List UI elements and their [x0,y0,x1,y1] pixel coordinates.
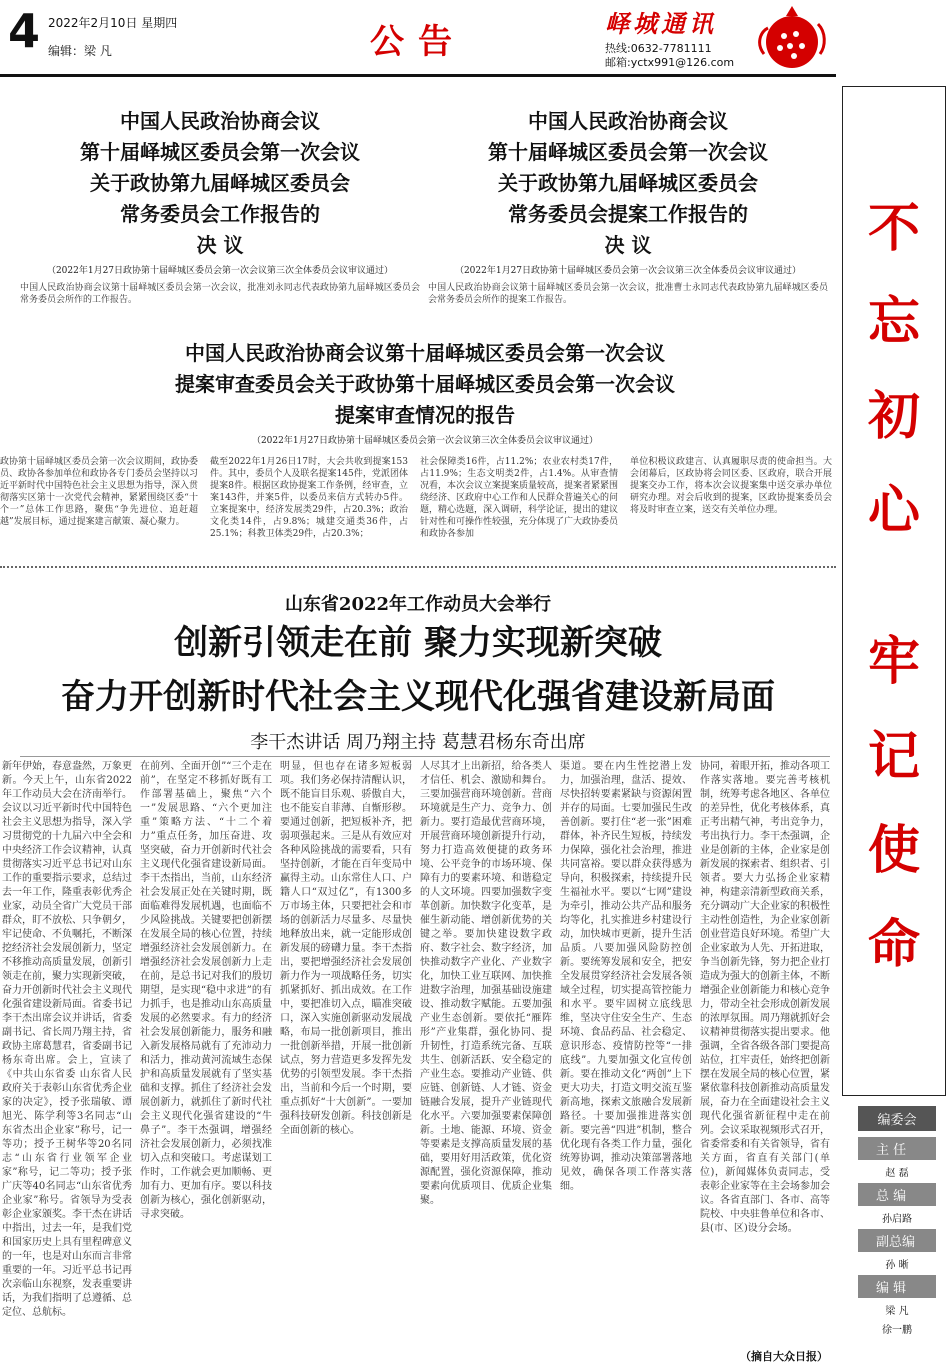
article-body: 中国人民政治协商会议第十届峄城区委员会第一次会议，批准曹士永同志代表政协第九届峄城区委员会常务委员会所作的提案工作报告。 [428,283,828,305]
article-subtitle: （2022年1月27日政协第十届峄城区委员会第一次会议第三次全体委员会议审议通过） [251,436,599,446]
page-editor: 编辑：梁 凡 [48,44,112,58]
article-column: 社会保障类16件，占11.2%；农业农村类17件，占11.9%；生态文明类2件，占1.4%。从审查情况看，本次会议立案提案质量较高，提案者紧紧围绕经济、区政府中心工作和人民群众普遍关心的问题，精心选题，深入调研，科学论证，提出的建议针对性和可操作性较强，充分体现了广大政协委员和政协各参加 [420,457,618,539]
banner-char: 命 [867,915,920,975]
article-title-line: 常务委员会工作报告的 [120,202,320,226]
article-kicker: 山东省2022年工作动员大会举行 [284,594,552,615]
article-title-line: 第十届峄城区委员会第一次会议 [488,140,768,164]
article-title-line: 提案审查情况的报告 [335,403,515,427]
banner-char: 不 [867,199,920,259]
editorial-role: 总 编 [858,1183,936,1206]
banner-char: 忘 [867,292,920,352]
page-number: 4 [8,4,41,58]
article-column: 单位积极议政建言、认真履职尽责的使命担当。大会闭幕后，区政协将会同区委、区政府，联合开展提案交办工作，将本次会议提案集中送交承办单位研究办理。对会后收到的提案，区政协提案委员会将及时审查立案，送交有关单位办理。 [630,457,832,515]
editorial-name: 梁 凡 [885,1306,909,1317]
banner-char: 初 [867,387,920,447]
editorial-role: 主 任 [858,1137,936,1160]
article-title-line: 决 议 [604,233,652,257]
resolution-proposal-report [428,106,828,306]
resolution-work-report [20,106,420,306]
article-title-line: 中国人民政治协商会议 [528,109,728,133]
article-body: 中国人民政治协商会议第十届峄城区委员会第一次会议，批准刘永同志代表政协第九届峄城区委员会常务委员会所作的工作报告。 [20,283,420,305]
article-title-line: 决 议 [196,233,244,257]
section-divider [0,566,836,568]
banner-char: 牢 [867,632,920,692]
article-title-line: 中国人民政治协商会议第十届峄城区委员会第一次会议 [185,341,665,365]
proposal-review-report [20,338,830,446]
editorial-role: 编 辑 [858,1275,936,1298]
header-rule [0,74,836,77]
article-subtitle: （2022年1月27日政协第十届峄城区委员会第一次会议第三次全体委员会议审议通过） [454,266,802,276]
section-title: 公告 [370,22,466,62]
editorial-board [858,1106,936,1340]
article-source: （摘自大众日报） [740,1350,828,1363]
article-headline: 创新引领走在前 聚力实现新突破 [174,623,662,663]
article-subtitle: （2022年1月27日政协第十届峄城区委员会第一次会议第三次全体委员会议审议通过） [46,266,394,276]
editorial-name: 赵 磊 [885,1168,909,1179]
article-title-line: 第十届峄城区委员会第一次会议 [80,140,360,164]
article-column: 截至2022年1月26日17时，大会共收到提案153件。其中，委员个人及联名提案145件，党派团体提案8件。根据区政协提案工作条例，经审查，立案143件，并案5件，以委员来信方式转办5件。立案提案中，经济发展类29件，占20.3%；政治文化类14件，占9.8%；城建交通类36件，占25.1%；科教卫体类29件，占20.3%； [210,457,408,539]
article-column: 在前列、全面开创”“三个走在前”，在坚定不移抓好既有工作部署基础上，聚焦“六个一”发展思路、“六个更加注重”策略方法、“十二个着力”重点任务，加压奋进、攻坚突破，奋力开创新时代社会主义现代化强省建设新局面。李干杰指出，当前，山东经济社会发展正处在关键时期，既面临难得发展机遇，也面临不少风险挑战。关键要把创新摆在发展全局的核心位置，持续增强经济社会发展创新力。在增强经济社会发展创新力上走在前，是总书记对我们的殷切期望，是实现“稳中求进”的有力抓手，也是推动山东高质量发展的必然要求。有力的经济社会发展创新能力，服务和融入新发展格局就有了充沛动力和活力，推动黄河流域生态保护和高质量发展就有了坚实基础和支撑。抓住了经济社会发展创新力，就抓住了新时代社会主义现代化强省建设的“牛鼻子”。李干杰强调，增强经济社会发展创新力，必须找准切入点和突破口。考虑谋划工作时，工作就会更加顺畅、更加有力、更加有序。要以科技创新为核心，强化创新驱动，寻求突破。 [140,761,272,1220]
banner-char: 心 [867,481,920,541]
article-column: 协同，着眼开拓，推动各项工作落实落地。要完善考核机制，统筹考虑各地区、各单位的差异性，优化考核体系，真正考出精气神，考出竞争力，考出执行力。李干杰强调，企业是创新的主体，企业家是创新发展的探索者、组织者、引领者。要大力弘扬企业家精神，构建亲清新型政商关系，充分调动广大企业家的积极性主动性创造性，为企业家创新创业营造良好环境。希望广大企业家敢为人先、开拓进取，争当创新先锋，努力把企业打造成为强大的创新主体，不断增强企业创新能力和核心竞争力，带动全社会形成创新发展的浓厚氛围。周乃翔就抓好会议精神贯彻落实提出要求。他强调，全省各级各部门要提高站位，扛牢责任，始终把创新摆在发展全局的核心位置，紧紧依靠科技创新推动高质量发展，奋力在全面建设社会主义现代化强省新征程中走在前列。会议采取视频形式召开，省委常委和有关省领导，省有关方面，省直有关部门(单位)，新闻媒体负责同志，受表彰企业家等在主会场参加会议。各省直部门、各市、高等院校、中央驻鲁单位和各市、县(市、区)设分会场。 [700,761,830,1234]
article-title-line: 关于政协第九届峄城区委员会 [90,171,350,195]
banner-char: 使 [867,821,920,881]
hotline: 热线:0632-7781111 [605,42,712,55]
editorial-name: 孙启路 [882,1214,912,1225]
article-column: 明显，但也存在诸多短板弱项。我们务必保持清醒认识，既不能盲目乐观、骄傲自大，也不能妄自菲薄、自惭形秽。要通过创新，把短板补齐，把弱项强起来。三是从有效应对各种风险挑战的需要看，只有坚持创新，才能在百年变局中赢得主动。山东常住人口、户籍人口“双过亿”，有1300多万市场主体，只要把社会和市场的创新活力尽量多、尽量快地释放出来，就一定能形成创新发展的磅礴力量。李干杰指出，要把增强经济社会发展创新力作为一项战略任务，切实抓紧抓好、抓出成效。在工作中，要把准切入点，瞄准突破口，深入实施创新驱动发展战略，布局一批创新项目，推出一批创新举措，开展一批创新试点，努力营造更多发挥先发优势的引领型发展。李干杰指出，当前和今后一个时期，要重点抓好“十大创新”。一要加强科技研发创新。科技创新是全面创新的核心。 [280,761,412,1136]
newspaper-brand: 峄城通讯 [605,9,717,38]
email: 邮箱:yctx991@126.com [605,56,735,69]
side-banner [842,86,946,1096]
article-byline: 李干杰讲话 周乃翔主持 葛慧君杨东奇出席 [250,732,586,753]
article-column: 人尽其才上出新招，给各类人才信任、机会、激励和舞台。三要加强营商环境创新。营商环境就是生产力、竞争力、创新力。要打造最优营商环境，开展营商环境创新提升行动，努力打造高效便捷的政务环境、公平竞争的市场环境、保障有力的要素环境、和谐稳定的人文环境。四要加强数字变革创新。加快数字化变革，是催生新动能、增创新优势的关键之举。要加快建设数字政府、数字社会、数字经济，加快推动数字产业化、产业数字化，加快工业互联网、加快推进数字治理，加强基础设施建设、推动数字赋能。五要加强产业生态创新。要依托“雁阵形”产业集群，强化协同、提升韧性，打造系统完备、互联共生、创新活跃、安全稳定的产业生态。要推动产业链、供应链、创新链、人才链、资金链融合发展，提升产业链现代化水平。六要加强要素保障创新。土地、能源、环境、资金等要素是支撑高质量发展的基础，要用好用活政策，优化资源配置，强化资源保障，推动要素向优质项目、优质企业集聚。 [420,761,552,1206]
article-title-line: 提案审查委员会关于政协第十届峄城区委员会第一次会议 [175,372,675,396]
editorial-name: 孙 晰 [885,1260,909,1271]
article-title-line: 关于政协第九届峄城区委员会 [498,171,758,195]
banner-char: 记 [867,727,920,787]
pomegranate-logo-icon [752,4,830,72]
issue-date: 2022年2月10日 星期四 [48,16,178,30]
editorial-role: 副总编 [858,1229,936,1252]
editorial-heading: 编委会 [858,1106,936,1131]
article-title-line: 常务委员会提案工作报告的 [508,202,748,226]
article-column: 政协第十届峄城区委员会第一次会议期间，政协委员、政协各参加单位和政协各专门委员会坚持以习近平新时代中国特色社会主义思想为指导，深入贯彻落实区第十一次党代会精神，紧紧围绕区委“十个一”总体工作思路，聚焦“争先进位、追赶超越”发展目标，通过提案建言献策、凝心聚力。 [0,457,198,527]
article-column: 新年伊始，春意盎然，万象更新。今天上午，山东省2022年工作动员大会在济南举行。会议以习近平新时代中国特色社会主义思想为指导，深入学习贯彻党的十九届六中全会和中央经济工作会议精神，认真贯彻落实习近平总书记对山东工作的重要指示要求，总结过去一年工作，隆重表彰优秀企业家，动员全省广大党员干部群众，盯不放松、只争朝夕，牢记使命、不负嘱托，不断深挖经济社会发展创新力，坚定不移推动高质量发展，创新引领走在前，聚力实现新突破，奋力开创新时代社会主义现代化强省建设新局面。省委书记李干杰出席会议并讲话，省委副书记、省长周乃翔主持，省政协主席葛慧君，省委副书记杨东奇出席。会上，宣读了《中共山东省委 山东省人民政府关于表彰山东省优秀企业家的决定》，授予张瑞敏、谭旭光、陈学利等3名同志“山东省杰出企业家”称号，记一等功；授予王树华等20名同志“山东省行业领军企业家”称号，记二等功；授予张广庆等40名同志“山东省优秀企业家”称号。省领导为受表彰企业家颁奖。李干杰在讲话中指出，过去一年，是我们党和国家历史上具有里程碑意义的一年，也是对山东而言非常重要的一年。习近平总书记再次亲临山东视察，发表重要讲话，为我们指明了总遵循、总定位、总航标。 [2,761,132,1318]
byline-rule [20,756,830,757]
editorial-name: 徐一鹏 [882,1325,912,1336]
article-column: 渠道。要在内生性挖潜上发力，加强治理，盘活、提效、尽快招转要素紧缺与资源闲置并存的局面。七要加强民生改善创新。要打住“老一张”困难群体，补齐民生短板，持续发力保障，强化社会治理，推进共同富裕。要以群众获得感为导向，积极探索，持续提升民生福祉水平。要以“七网”建设为牵引，推动公共产品和服务均等化，扎实推进乡村建设行动，加快城市更新，提升生活品质。八要加强风险防控创新。要统筹发展和安全，把安全发展贯穿经济社会发展各领域全过程，切实提高管控能力和水平。要牢固树立底线思维，坚决守住安全生产、生态环境、食品药品、社会稳定、意识形态、疫情防控等“一排底线”。九要加强文化宣传创新。要在推动文化“两创”上下更大功夫，打造文明交流互鉴新高地，探索文旅融合发展新路径。十要加强推进落实创新。要完善“四进”机制，整合优化现有各类工作力量，强化统筹协调，推动决策部署落地见效，确保各项工作落实落细。 [560,761,692,1192]
article-title-line: 中国人民政治协商会议 [120,109,320,133]
article-headline: 奋力开创新时代社会主义现代化强省建设新局面 [61,677,775,717]
